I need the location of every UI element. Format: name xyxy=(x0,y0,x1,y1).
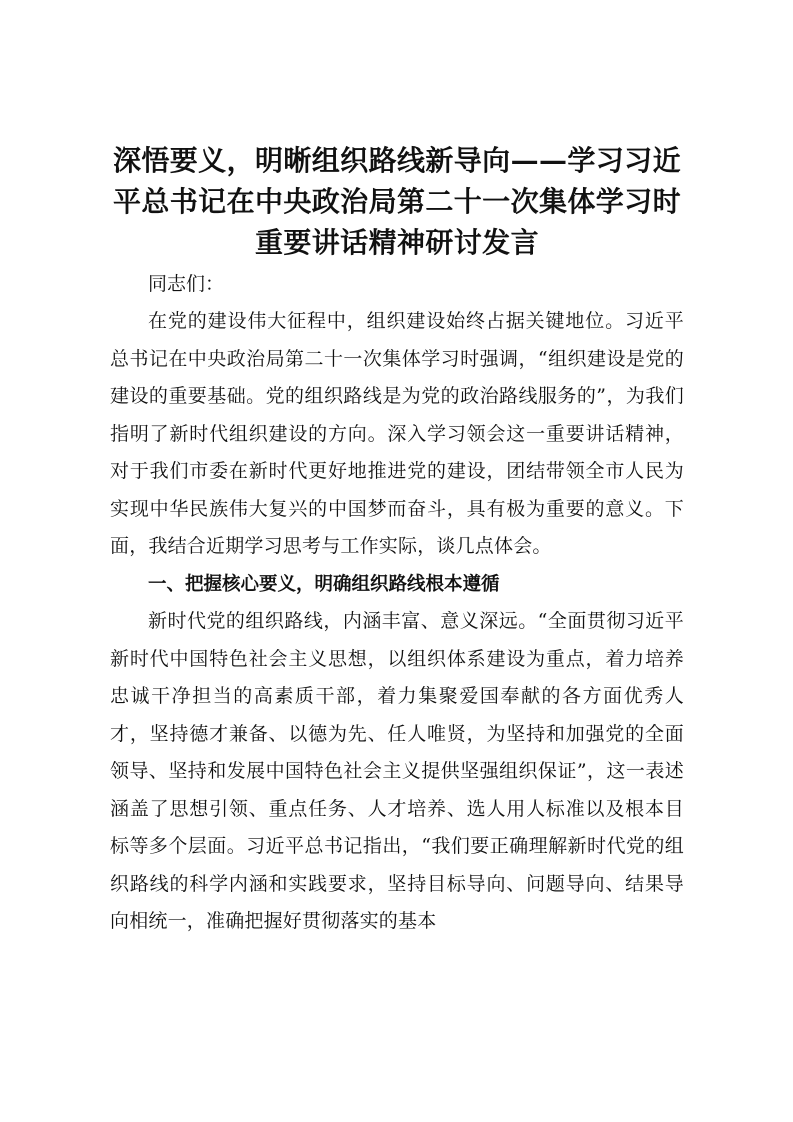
section-1-paragraph: 新时代党的组织路线，内涵丰富、意义深远。“全面贯彻习近平新时代中国特色社会主义思想，以组织体系建设为重点，着力培养忠诚干净担当的高素质干部，着力集聚爱国奉献的各方面优秀人才，坚持德才兼备、以德为先、任人唯贤，为坚持和加强党的全面领导、坚持和发展中国特色社会主义提供坚强组织保证”，这一表述涵盖了思想引领、重点任务、人才培养、选人用人标准以及根本目标等多个层面。习近平总书记指出，“我们要正确理解新时代党的组织路线的科学内涵和实践要求，坚持目标导向、问题导向、结果导向相统一，准确把握好贯彻落实的基本 xyxy=(110,610,684,932)
title-line-1: 深悟要义，明晰组织路线新导向——学习习近 xyxy=(112,144,681,177)
document-title xyxy=(110,140,684,263)
intro-paragraph: 在党的建设伟大征程中，组织建设始终占据关键地位。习近平总书记在中央政治局第二十一次集体学习时强调，“组织建设是党的建设的重要基础。党的组织路线是为党的政治路线服务的”，为我们指明了新时代组织建设的方向。深入学习领会这一重要讲话精神，对于我们市委在新时代更好地推进党的建设，团结带领全市人民为实现中华民族伟大复兴的中国梦而奋斗，具有极为重要的意义。下面，我结合近期学习思考与工作实际，谈几点体会。 xyxy=(110,310,684,557)
section-heading-1: 一、把握核心要义，明确组织路线根本遵循 xyxy=(148,573,500,595)
document-page xyxy=(110,140,684,941)
salutation: 同志们： xyxy=(148,273,225,295)
title-line-3: 重要讲话精神研讨发言 xyxy=(254,226,539,259)
title-line-2: 平总书记在中央政治局第二十一次集体学习时 xyxy=(112,185,681,218)
